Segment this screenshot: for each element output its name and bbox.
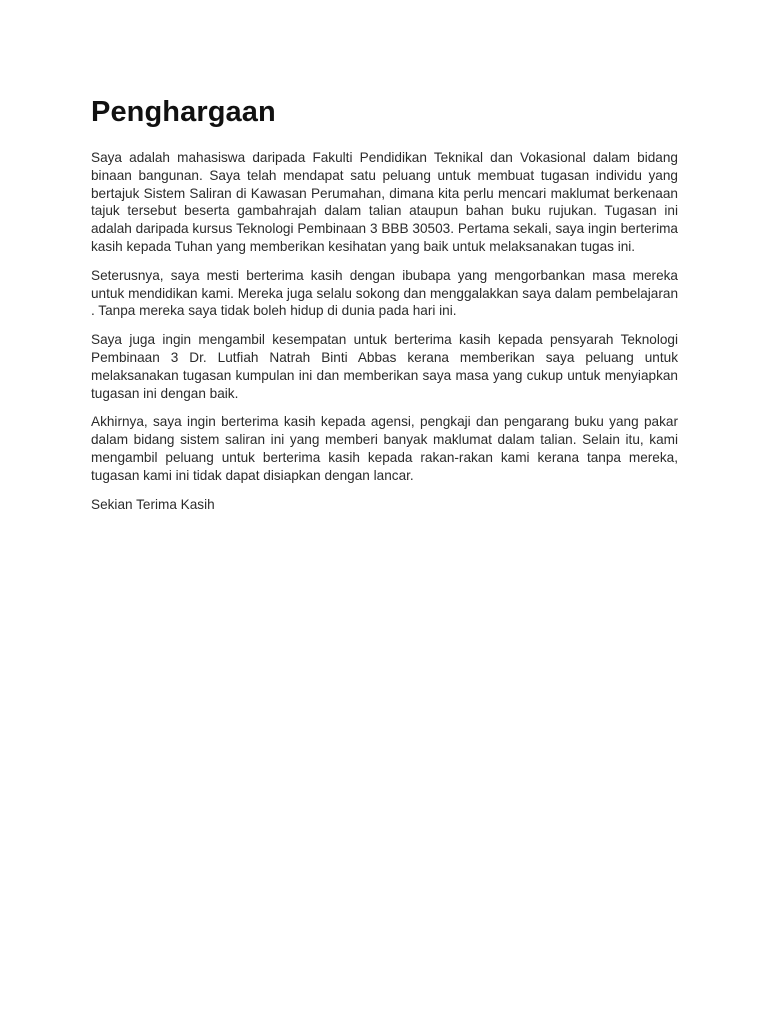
paragraph-final-thanks: Akhirnya, saya ingin berterima kasih kepada agensi, pengkaji dan pengarang buku yang pakar dalam bidang sistem saliran ini yang memberi banyak maklumat dalam talian. Selain itu, kami mengambil peluang untuk berterima kasih kepada rakan-rakan kami kerana tanpa mereka, tugasan kami ini tidak dapat disiapkan dengan lancar. xyxy=(91,414,678,483)
closing-line: Sekian Terima Kasih xyxy=(91,496,215,512)
page-title: Penghargaan xyxy=(91,96,276,128)
paragraph-parents: Seterusnya, saya mesti berterima kasih dengan ibubapa yang mengorbankan masa mereka untuk mendidikan kami. Mereka juga selalu sokong dan menggalakkan saya dalam pembelajaran . Tanpa mereka saya tidak boleh hidup di dunia pada hari ini. xyxy=(91,267,678,319)
paragraph-introduction: Saya adalah mahasiswa daripada Fakulti Pendidikan Teknikal dan Vokasional dalam bidang binaan bangunan. Saya telah mendapat satu peluang untuk membuat tugasan individu yang bertajuk Sistem Saliran di Kawasan Perumahan, dimana kita perlu mencari maklumat berkenaan tajuk tersebut beserta gambahrajah dalam talian ataupun bahan buku rujukan. Tugasan ini adalah daripada kursus Teknologi Pembinaan 3 BBB 30503. Pertama sekali, saya ingin berterima kasih kepada Tuhan yang memberikan kesihatan yang baik untuk melaksanakan tugas ini. xyxy=(91,150,678,254)
paragraph-lecturer: Saya juga ingin mengambil kesempatan untuk berterima kasih kepada pensyarah Teknologi Pembinaan 3 Dr. Lutfiah Natrah Binti Abbas kerana memberikan saya peluang untuk melaksanakan tugasan kumpulan ini dan memberikan saya masa yang cukup untuk menyiapkan tugasan ini dengan baik. xyxy=(91,332,678,401)
document-body xyxy=(91,93,678,513)
